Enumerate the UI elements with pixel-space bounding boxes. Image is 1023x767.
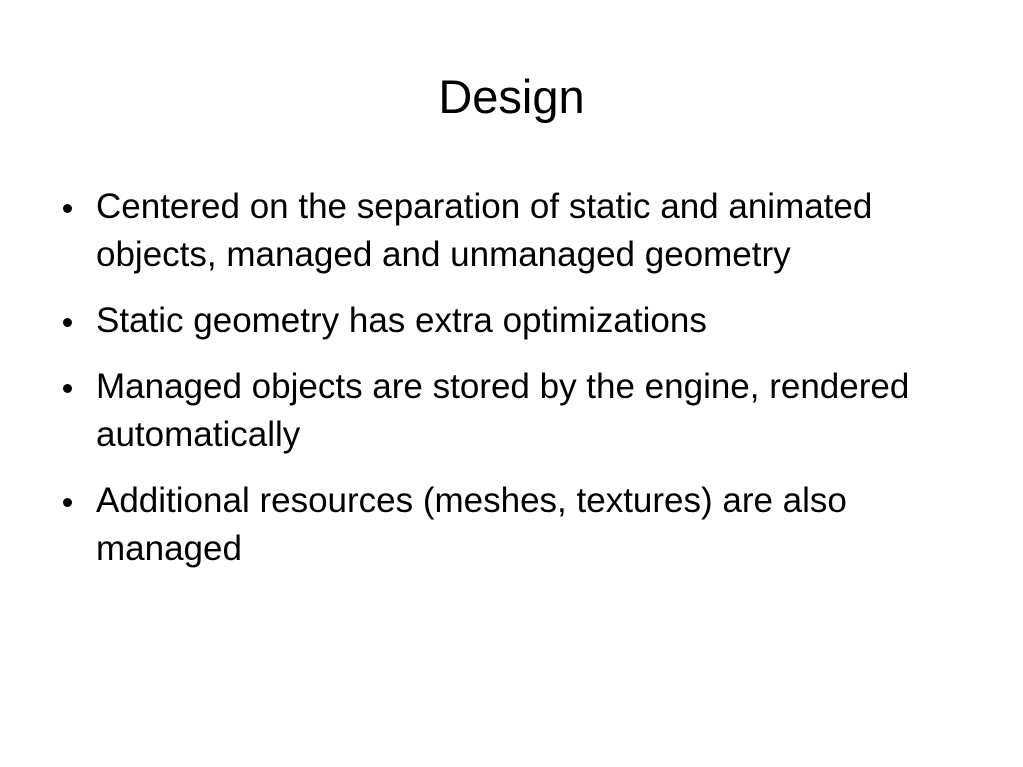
bullet-dot-icon [63, 318, 72, 327]
bullet-text: Managed objects are stored by the engine, rendered automatically [96, 367, 910, 454]
slide-title: Design [438, 70, 585, 123]
bullet-item-2 [60, 297, 960, 345]
bullet-text: Centered on the separation of static and animated objects, managed and unmanaged geometry [96, 187, 873, 274]
bullet-item-4 [60, 477, 960, 573]
bullet-dot-icon [63, 498, 72, 507]
bullet-text: Static geometry has extra optimizations [96, 301, 707, 340]
bullet-list [60, 183, 960, 591]
bullet-dot-icon [63, 384, 72, 393]
bullet-item-1 [60, 183, 960, 279]
bullet-item-3 [60, 363, 960, 459]
bullet-text: Additional resources (meshes, textures) are also managed [96, 481, 847, 568]
bullet-dot-icon [63, 204, 72, 213]
